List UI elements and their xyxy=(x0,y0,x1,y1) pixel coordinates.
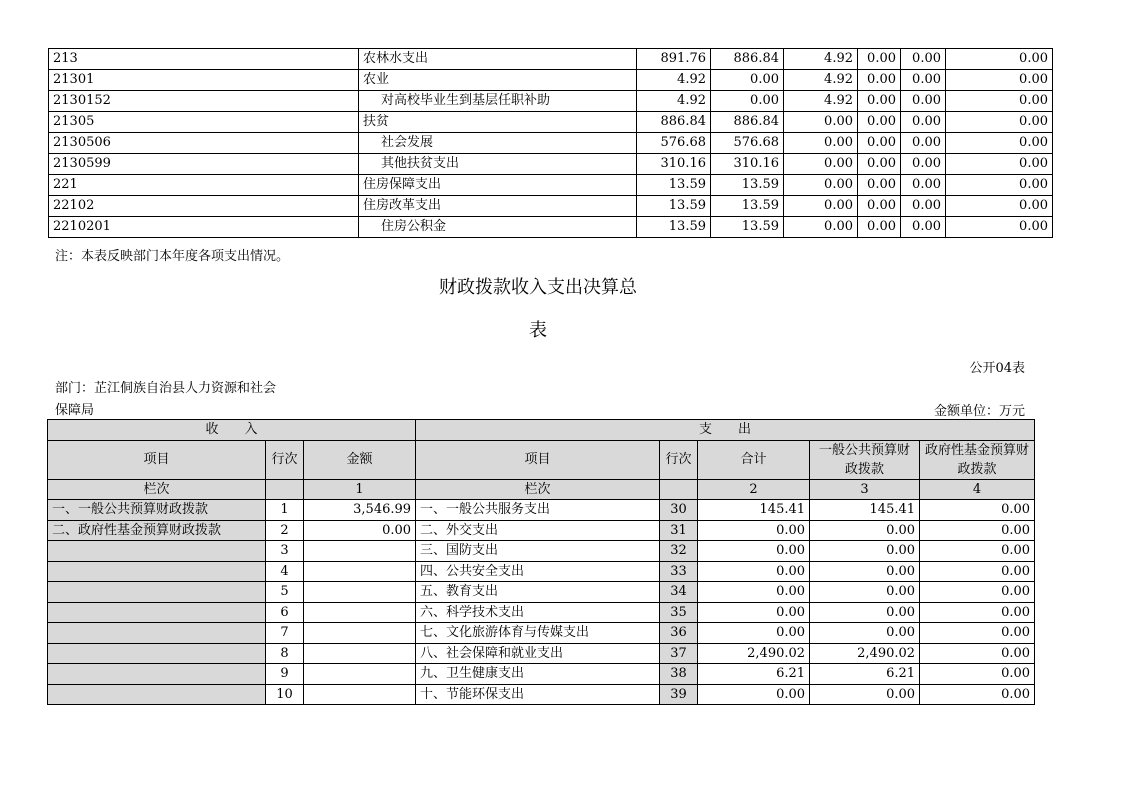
column-index-row xyxy=(48,479,1035,500)
row-value: 4.92 xyxy=(784,49,858,70)
row-value: 891.76 xyxy=(637,49,711,70)
table-row xyxy=(48,520,1035,541)
expense-general: 145.41 xyxy=(810,500,920,521)
row-value: 0.00 xyxy=(946,196,1053,217)
form-number: 公开04表 xyxy=(969,361,1025,376)
row-value: 0.00 xyxy=(901,91,946,112)
expense-general: 0.00 xyxy=(810,684,920,705)
expense-fund: 0.00 xyxy=(920,541,1035,562)
income-amount: 3,546.99 xyxy=(304,500,416,521)
income-item: 二、政府性基金预算财政拨款 xyxy=(48,520,266,541)
table-row xyxy=(48,561,1035,582)
expense-item: 九、卫生健康支出 xyxy=(416,664,660,685)
table-row xyxy=(49,175,1053,196)
expense-item: 六、科学技术支出 xyxy=(416,602,660,623)
income-row-no: 5 xyxy=(266,582,304,603)
expense-general: 0.00 xyxy=(810,602,920,623)
expense-fund: 0.00 xyxy=(920,684,1035,705)
income-amount xyxy=(304,582,416,603)
expense-row-no: 36 xyxy=(660,623,698,644)
row-code: 2130599 xyxy=(49,154,359,175)
expense-fund: 0.00 xyxy=(920,582,1035,603)
row-value: 576.68 xyxy=(711,133,784,154)
row-name: 住房保障支出 xyxy=(359,175,637,196)
expense-general: 6.21 xyxy=(810,664,920,685)
row-value: 0.00 xyxy=(946,70,1053,91)
table-row xyxy=(48,602,1035,623)
income-amount xyxy=(304,623,416,644)
row-value: 886.84 xyxy=(711,49,784,70)
row-name: 住房公积金 xyxy=(359,217,637,238)
row-value: 0.00 xyxy=(901,133,946,154)
row-value: 0.00 xyxy=(784,196,858,217)
row-value: 0.00 xyxy=(858,112,901,133)
expense-row-no: 39 xyxy=(660,684,698,705)
expense-row-no: 35 xyxy=(660,602,698,623)
expense-total: 145.41 xyxy=(698,500,810,521)
col-income-row: 行次 xyxy=(266,440,304,479)
expense-row-no: 38 xyxy=(660,664,698,685)
row-value: 0.00 xyxy=(858,133,901,154)
expense-item: 八、社会保障和就业支出 xyxy=(416,643,660,664)
table-row xyxy=(48,582,1035,603)
row-code: 2130506 xyxy=(49,133,359,154)
expense-row-no: 37 xyxy=(660,643,698,664)
table-row xyxy=(48,623,1035,644)
income-amount xyxy=(304,541,416,562)
income-item xyxy=(48,623,266,644)
row-value: 13.59 xyxy=(711,217,784,238)
section-header-row xyxy=(48,420,1035,441)
row-value: 0.00 xyxy=(858,49,901,70)
row-value: 0.00 xyxy=(946,91,1053,112)
income-row-no: 7 xyxy=(266,623,304,644)
col-income-item: 项目 xyxy=(48,440,266,479)
row-value: 0.00 xyxy=(858,154,901,175)
row-code: 2130152 xyxy=(49,91,359,112)
row-value: 310.16 xyxy=(711,154,784,175)
income-row-no: 8 xyxy=(266,643,304,664)
expense-total: 0.00 xyxy=(698,582,810,603)
income-item xyxy=(48,582,266,603)
expense-total: 0.00 xyxy=(698,541,810,562)
expense-general: 0.00 xyxy=(810,582,920,603)
table-row xyxy=(48,541,1035,562)
income-item xyxy=(48,561,266,582)
expense-item: 三、国防支出 xyxy=(416,541,660,562)
row-name: 农林水支出 xyxy=(359,49,637,70)
income-item xyxy=(48,684,266,705)
row-value: 0.00 xyxy=(946,133,1053,154)
row-value: 0.00 xyxy=(901,112,946,133)
income-item xyxy=(48,541,266,562)
expense-fund: 0.00 xyxy=(920,520,1035,541)
expense-header: 支 出 xyxy=(416,420,1035,441)
col-index-3: 3 xyxy=(810,479,920,500)
row-value: 0.00 xyxy=(784,175,858,196)
row-value: 0.00 xyxy=(901,175,946,196)
col-index-4: 4 xyxy=(920,479,1035,500)
income-row-no: 4 xyxy=(266,561,304,582)
row-name: 社会发展 xyxy=(359,133,637,154)
col-fund-budget: 政府性基金预算财政拨款 xyxy=(920,440,1035,479)
row-value: 4.92 xyxy=(784,70,858,91)
expense-fund: 0.00 xyxy=(920,664,1035,685)
table-row xyxy=(48,684,1035,705)
row-code: 21301 xyxy=(49,70,359,91)
row-value: 0.00 xyxy=(858,217,901,238)
income-amount: 0.00 xyxy=(304,520,416,541)
row-value: 13.59 xyxy=(637,196,711,217)
amount-unit: 金额单位：万元 xyxy=(933,404,1025,419)
row-value: 0.00 xyxy=(946,175,1053,196)
row-value: 0.00 xyxy=(858,196,901,217)
lanci-expense: 栏次 xyxy=(416,479,660,500)
table-row xyxy=(49,217,1053,238)
col-total: 合计 xyxy=(698,440,810,479)
row-value: 0.00 xyxy=(784,133,858,154)
row-value: 4.92 xyxy=(637,91,711,112)
row-value: 4.92 xyxy=(637,70,711,91)
row-value: 0.00 xyxy=(858,70,901,91)
col-general-budget: 一般公共预算财政拨款 xyxy=(810,440,920,479)
expense-general: 0.00 xyxy=(810,520,920,541)
table-row xyxy=(48,500,1035,521)
row-value: 0.00 xyxy=(858,91,901,112)
income-row-no: 10 xyxy=(266,684,304,705)
expense-item: 七、文化旅游体育与传媒支出 xyxy=(416,623,660,644)
income-row-no: 9 xyxy=(266,664,304,685)
income-row-no: 3 xyxy=(266,541,304,562)
lanci-income: 栏次 xyxy=(48,479,266,500)
row-value: 13.59 xyxy=(637,175,711,196)
row-value: 310.16 xyxy=(637,154,711,175)
income-row-no: 2 xyxy=(266,520,304,541)
expenditure-detail-table xyxy=(48,48,1053,238)
expense-total: 2,490.02 xyxy=(698,643,810,664)
row-value: 4.92 xyxy=(784,91,858,112)
table-row xyxy=(49,133,1053,154)
row-value: 13.59 xyxy=(711,175,784,196)
expense-fund: 0.00 xyxy=(920,561,1035,582)
row-value: 0.00 xyxy=(711,91,784,112)
income-item xyxy=(48,602,266,623)
col-income-amount: 金额 xyxy=(304,440,416,479)
page-title-continued: 表 xyxy=(529,320,547,341)
expense-total: 6.21 xyxy=(698,664,810,685)
col-index-2: 2 xyxy=(698,479,810,500)
expense-fund: 0.00 xyxy=(920,602,1035,623)
table-row xyxy=(49,70,1053,91)
row-value: 13.59 xyxy=(637,217,711,238)
row-value: 0.00 xyxy=(901,70,946,91)
income-amount xyxy=(304,684,416,705)
income-item xyxy=(48,643,266,664)
row-value: 886.84 xyxy=(637,112,711,133)
expense-item: 五、教育支出 xyxy=(416,582,660,603)
expense-total: 0.00 xyxy=(698,684,810,705)
table-row xyxy=(48,664,1035,685)
expense-general: 2,490.02 xyxy=(810,643,920,664)
income-row-no: 1 xyxy=(266,500,304,521)
fiscal-appropriation-table xyxy=(47,419,1035,705)
col-index-1: 1 xyxy=(304,479,416,500)
row-name: 住房改革支出 xyxy=(359,196,637,217)
income-amount xyxy=(304,561,416,582)
expense-item: 十、节能环保支出 xyxy=(416,684,660,705)
expense-row-no: 31 xyxy=(660,520,698,541)
income-row-no: 6 xyxy=(266,602,304,623)
row-name: 其他扶贫支出 xyxy=(359,154,637,175)
row-name: 农业 xyxy=(359,70,637,91)
expense-row-no: 34 xyxy=(660,582,698,603)
row-value: 0.00 xyxy=(784,154,858,175)
table-row xyxy=(48,643,1035,664)
expense-fund: 0.00 xyxy=(920,643,1035,664)
row-value: 0.00 xyxy=(858,175,901,196)
row-value: 886.84 xyxy=(711,112,784,133)
expense-general: 0.00 xyxy=(810,561,920,582)
row-name: 扶贫 xyxy=(359,112,637,133)
income-amount xyxy=(304,602,416,623)
row-value: 0.00 xyxy=(901,154,946,175)
table-note: 注：本表反映部门本年度各项支出情况。 xyxy=(55,249,290,264)
expense-row-no: 32 xyxy=(660,541,698,562)
row-value: 576.68 xyxy=(637,133,711,154)
expense-general: 0.00 xyxy=(810,623,920,644)
row-value: 0.00 xyxy=(946,112,1053,133)
table-row xyxy=(49,49,1053,70)
department-label: 部门：芷江侗族自治县人力资源和社会保障局 xyxy=(55,381,277,418)
table-row xyxy=(49,154,1053,175)
expense-fund: 0.00 xyxy=(920,623,1035,644)
expense-general: 0.00 xyxy=(810,541,920,562)
expense-total: 0.00 xyxy=(698,561,810,582)
row-value: 0.00 xyxy=(946,49,1053,70)
expense-row-no: 33 xyxy=(660,561,698,582)
row-code: 221 xyxy=(49,175,359,196)
row-code: 21305 xyxy=(49,112,359,133)
row-value: 0.00 xyxy=(901,217,946,238)
row-value: 0.00 xyxy=(901,196,946,217)
table-row xyxy=(49,91,1053,112)
row-value: 13.59 xyxy=(711,196,784,217)
col-expense-item: 项目 xyxy=(416,440,660,479)
column-header-row xyxy=(48,440,1035,479)
expense-total: 0.00 xyxy=(698,623,810,644)
table-row xyxy=(49,196,1053,217)
expense-item: 二、外交支出 xyxy=(416,520,660,541)
row-value: 0.00 xyxy=(901,49,946,70)
page-title: 财政拨款收入支出决算总 xyxy=(439,277,637,298)
income-header: 收 入 xyxy=(48,420,416,441)
col-expense-row: 行次 xyxy=(660,440,698,479)
table-row xyxy=(49,112,1053,133)
row-name: 对高校毕业生到基层任职补助 xyxy=(359,91,637,112)
row-value: 0.00 xyxy=(711,70,784,91)
income-item: 一、一般公共预算财政拨款 xyxy=(48,500,266,521)
income-amount xyxy=(304,643,416,664)
income-item xyxy=(48,664,266,685)
row-code: 213 xyxy=(49,49,359,70)
row-value: 0.00 xyxy=(946,154,1053,175)
expense-total: 0.00 xyxy=(698,602,810,623)
row-value: 0.00 xyxy=(946,217,1053,238)
row-code: 2210201 xyxy=(49,217,359,238)
expense-item: 一、一般公共服务支出 xyxy=(416,500,660,521)
row-value: 0.00 xyxy=(784,112,858,133)
expense-fund: 0.00 xyxy=(920,500,1035,521)
row-value: 0.00 xyxy=(784,217,858,238)
expense-row-no: 30 xyxy=(660,500,698,521)
expense-total: 0.00 xyxy=(698,520,810,541)
income-amount xyxy=(304,664,416,685)
row-code: 22102 xyxy=(49,196,359,217)
expense-item: 四、公共安全支出 xyxy=(416,561,660,582)
